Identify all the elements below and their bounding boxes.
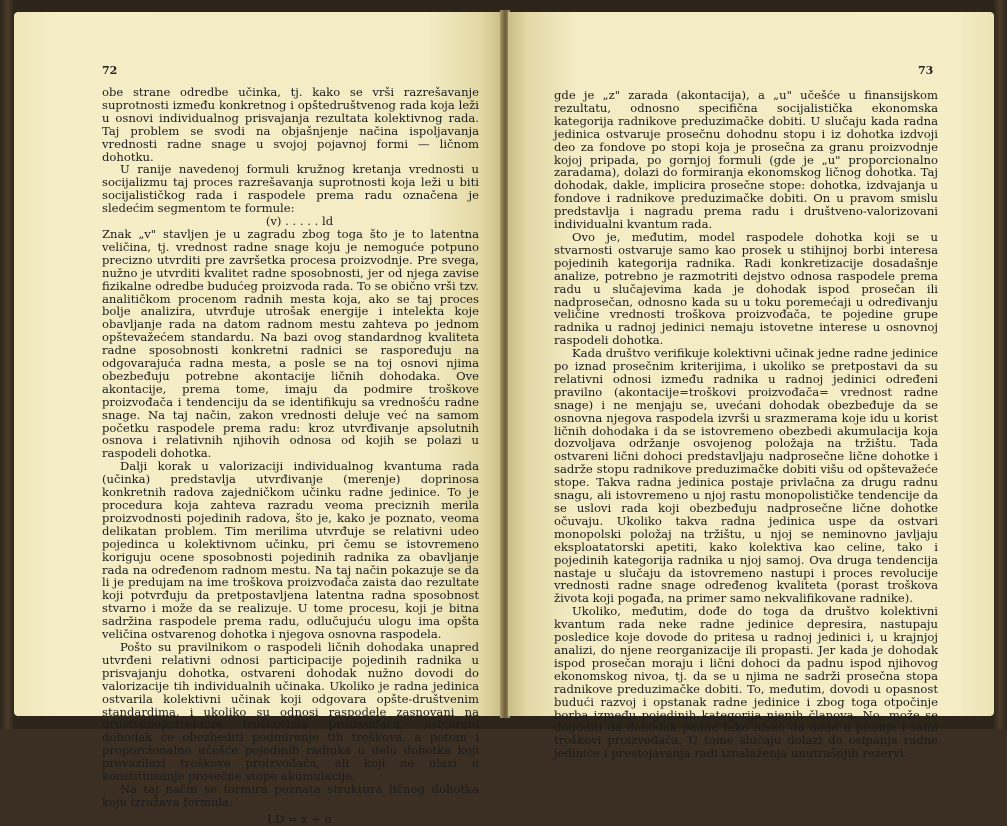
paragraph: Ovo je, međutim, model raspodele dohotka koji se u stvarnosti ostvaruje samo kao prosek u stihijnoj borbi interesa pojedinih kategorija radnika. Radi konkretizacije dosadašnje analize, potrebno je razmotriti dejstvo odnosa raspodele prema radu u slučajevima kada je dohodak ispod prosečan ili nadprosečan, odnosno kada su u toku poremećaji u određivanju veličine vrednosti troškova proizvođača, te pojedine grupe radnika u radnoj jedinici nemaju istovetne interese u osnovnoj raspodeli dohotka. <box>554 229 938 348</box>
left-page-number: 72 <box>102 64 118 77</box>
right-page-number: 73 <box>918 64 934 77</box>
paragraph: Pošto su pravilnikom o raspodeli ličnih dohodaka unapred utvrđeni relativni odnosi participacije pojedinih radnika u prisvajanju dohotka, ostvareni dohodak nužno dovodi do valorizacije tih individualnih učinaka. Ukoliko je radna jedinica ostvarila kolektivni učinak koji odgovara opšte-društvenim standardima, i ukoliko su odnosi raspodele zasnovani na društvenopotrebnim troškovima proizvođača, ostvareni dohodak će obezbediti podmirenje tih troškova, a potom i proporcionalno učešće pojedinih radnika u delu dohotka koji prevazilazi troškove proizvođača, ali koji ne ulazi u konstituisanje prosečne stope akumulacije. <box>102 639 479 784</box>
paragraph: Kada društvo verifikuje kolektivni učinak jedne radne jedinice po iznad prosečnim kriterijima, i ukoliko se pretpostavi da su relativni odnosi između radnika u radnoj jedinici određeni pravilno (akontacije=troškovi proizvođača= vrednost radne snage) i ne menjaju se, uvećani dohodak obezbeđuje da se osnovna njegova raspodela izvrši u srazmerama koje idu u korist ličnih dohodaka i da se istovremeno obezbedi akumulacija koja dozvoljava održanje osvojenog položaja na tržištu. Tada ostvareni lični dohoci predstavljaju nadprosečne lične dohotke i sadrže stopu radnikove preduzimačke dobiti višu od opštevažeće stope. Takva radna jedinica postaje privlačna za drugu radnu snagu, ali istovremeno u njoj rastu monopolističke tendencije da se uslovi rada koji obezbeđuju nadprosečne lične dohotke očuvaju. Ukoliko takva radna jedinica uspe da ostvari monopolski položaj na tržištu, u njoj se neminovno javljaju eksploatatorski apetiti, kako kolektiva kao celine, tako i pojedinih kategorija radnika u njoj samoj. Ova druga tendencija nastaje u slučaju da istovremeno nastupi i proces revolucije vrednosti radne snage određenog kvaliteta (porast troškova života koji pogađa, na primer samo nekvalifikovane radnike). <box>554 346 938 606</box>
left-page-text <box>102 86 479 826</box>
paragraph: obe strane odredbe učinka, tj. kako se vrši razrešavanje suprotnosti između konkretnog i opštedruštvenog rada koja leži u osnovi individualnog prisvajanja rezultata kolektivnog rada. Taj problem se svodi na objašnjenje načina ispoljavanja vrednosti radne snage u svojoj pojavnoj formi — ličnom dohotku. <box>102 85 479 164</box>
paragraph: gde je „z" zarada (akontacija), a „u" učešće u finansijskom rezultatu, odnosno specifična socijalistička ekonomska kategorija radnikove preduzimačke dobiti. U slučaju kada radna jedinica ostvaruje prosečnu dohodnu stopu i iz dohotka izdvoji deo za fondove po stopi koja je prosečna za granu proizvodnje kojoj pripada, po gornjoj formuli (gde je „u" proporcionalno zaradama), dolazi do formiranja ekonomskog ličnog dohotka. Taj dohodak, dakle, implicira prosečne stope: dohotka, izdvajanja u fondove i radnikove preduzimačke dobiti. On u pravom smislu predstavlja i nagradu prema radu i društveno-valorizovani individualni kvantum rada. <box>554 88 938 232</box>
right-page <box>508 12 994 761</box>
paragraph: Znak „v" stavljen je u zagradu zbog toga što je to latentna veličina, tj. vrednost radne snage koju je nemoguće potpuno precizno utvrditi pre završetka procesa proizvodnje. Pre svega, nužno je utvrditi kvalitet radne sposobnosti, jer od njega zavise fizikalne odredbe budućeg proizvoda rada. To se obično vrši tzv. analitičkom procenom radnih mesta koja, ako se taj proces bolje analizira, utvrđuje utrošak energije i intelekta koje obavljanje rada na datom radnom mestu zahteva po jednom opštevažećem standardu. Na bazi ovog standardnog kvaliteta radne sposobnosti konkretni radnici se raspoređuju na odgovarajuća radna mesta, a posle se na toj osnovi njima obezbeđuju potrebne akontacije ličnih dohodaka. Ove akontacije, prema tome, imaju da podmire troškove proizvođača i tendenciju da se identifikuju sa vrednošću radne snage. Na taj način, zakon vrednosti deluje već na samom početku raspodele prema radu: kroz utvrđivanje apsolutnih osnova i relativnih njihovih odnosa od kojih se polazi u raspodeli dohotka. <box>102 226 479 461</box>
paragraph: Dalji korak u valorizaciji individualnog kvantuma rada (učinka) predstavlja utvrđivanje (merenje) doprinosa konkretnih radova zajedničkom učinku radne jedinice. To je procedura koja zahteva razradu veoma preciznih merila proizvodnosti pojedinih radova, što je, kako je poznato, veoma delikatan problem. Tim merilima utvrđuje se relativni udeo pojedinca u kolektivnom učinku, pri čemu se istovremeno koriguju ocene sposobnosti pojedinih radnika za obavljanje rada na određenom radnom mestu. Na taj način pokazuje se da li je predujam na ime troškova proizvođača zaista dao rezultate koji potvrđuju da pretpostavljena latentna radna sposobnost stvarno i može da se realizuje. U tome procesu, koji je bitna sadržina raspodele prema radu, odlučujuću ulogu ima opšta veličina ostvarenog dohotka i njegova osnovna raspodela. <box>102 459 479 642</box>
left-page <box>14 12 502 826</box>
paragraph: Na taj način se formira poznata struktura ličnog dohotka koju izražava formula: <box>102 781 479 809</box>
paragraph: Ukoliko, međutim, dođe do toga da društvo kolektivni kvantum rada neke radne jedinice depresira, nastupaju posledice koje dovode do pritesa u radnoj jedinici i, u krajnjoj analizi, do njene reorganizacije ili propasti. Jer kada je dohodak ispod prosečan moraju i lični dohoci da padnu ispod njihovog ekonomskog nivoa, tj. da se u njima ne sadrži prosečna stopa radnikove preduzimačke dobiti. To, međutim, dovodi u opasnost budući razvoj i opstanak radne jedinice i zbog toga otpočinje borba između pojedinih kategorija njenih članova. No, može se dogoditi da dohodak padne tako nisko da dođe u pitanje i sami troškovi proizvođača. U tome slučaju dolazi do osipanja radne jedinice i prestojavanja radi iznalaženja unutrašnjih rezervi. <box>554 604 938 761</box>
right-page-text <box>554 89 938 760</box>
paragraph: U ranije navedenoj formuli kružnog kretanja vrednosti u socijalizmu taj proces razrešavanja suprotnosti koja leži u biti socijalističkog rada i raspodele prema radu označena je sledećim segmentom te formule: <box>102 162 479 216</box>
formula-ld: LD = z + u <box>267 811 332 826</box>
formula-v-ld: (v) . . . . . ld <box>265 214 334 229</box>
